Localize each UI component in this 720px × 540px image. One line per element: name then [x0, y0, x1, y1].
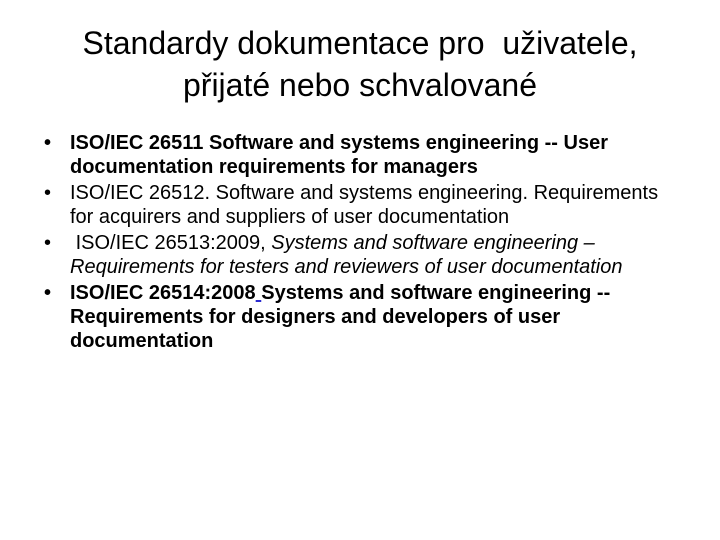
- list-item-prefix: ISO/IEC 26513:2009,: [70, 232, 272, 254]
- list-item: [44, 131, 684, 179]
- list-item-prefix: ISO/IEC 26514:2008: [70, 282, 256, 304]
- bullet-icon: •: [44, 232, 52, 254]
- bullet-icon: •: [44, 282, 52, 304]
- list-item: [44, 231, 684, 279]
- slide-title: Standardy dokumentace pro uživatele, přijaté nebo schvalované: [82, 25, 638, 103]
- bullet-list: [44, 131, 684, 355]
- list-item-title: Systems and software engineering – Requirements for testers and reviewers of user documentation: [70, 232, 623, 278]
- bullet-icon: •: [44, 132, 52, 154]
- list-item: [44, 181, 684, 229]
- list-item: [44, 281, 684, 353]
- list-item-title: Systems and software engineering -- Requirements for designers and developers of user documentation: [70, 282, 611, 352]
- list-item-text: ISO/IEC 26511 Software and systems engineering -- User documentation requirements for managers: [70, 132, 608, 178]
- bullet-icon: •: [44, 182, 52, 204]
- list-item-text: ISO/IEC 26512. Software and systems engineering. Requirements for acquirers and suppliers of user documentation: [70, 182, 659, 228]
